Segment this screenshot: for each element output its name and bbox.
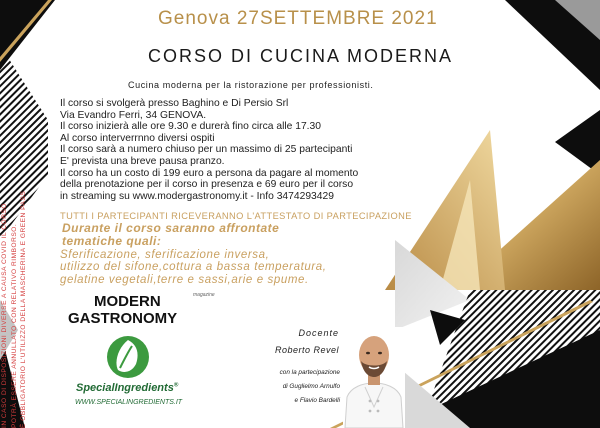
teacher-name: Roberto Revel — [274, 345, 339, 355]
registered-mark: ® — [173, 382, 179, 389]
topics-list — [60, 249, 327, 286]
info-line: Al corso interverrnno diversi ospiti — [60, 132, 215, 144]
info-line: Il corso inizierà alle ore 9.30 e durerà fino circa alle 17.30 — [60, 121, 321, 133]
topics-heading-line: tematiche quali: — [62, 234, 162, 248]
info-line: della prenotazione per il corso in presenza e 69 euro per il corso — [60, 179, 354, 191]
top-left-dark-triangle — [0, 0, 55, 70]
course-info-block — [60, 98, 390, 202]
logo-line-modern: MODERN — [94, 293, 161, 310]
disclaimer-line: È OBBLIGATORIO L'UTILIZZO DELLA MASCHERINA E GREEN PASS — [20, 190, 27, 428]
info-line: Via Evandro Ferri, 34 GENOVA. — [60, 109, 207, 121]
chef-portrait — [343, 327, 405, 428]
modern-gastronomy-logo — [68, 292, 215, 327]
disclaimer-line: POTRÀ ESSERE ANNULLATO CON RELATIVO RIMBORSO. — [10, 223, 18, 428]
info-line: Il corso sarà a numero chiuso per un massimo di 25 partecipanti — [60, 144, 353, 156]
participation-line: con la partecipazione — [279, 369, 340, 376]
topics-line: gelatine vegetali,terre e sassi,arie e spume. — [60, 273, 309, 286]
topics-heading-line: Durante il corso saranno affrontate — [62, 221, 280, 235]
topics-heading — [62, 222, 279, 248]
info-line: Il corso ha un costo di 199 euro a persona da pagare al momento — [60, 167, 359, 179]
info-line: E' prevista una breve pausa pranzo. — [60, 155, 225, 167]
participation-line: di Guglielmo Arnulfo — [282, 383, 340, 390]
participation-line: e Flavio Bardelli — [294, 397, 340, 404]
teacher-label: Docente — [298, 328, 339, 338]
attestato-notice: TUTTI I PARTECIPANTI RICEVERANNO L'ATTESTATO DI PARTECIPAZIONE — [60, 211, 412, 221]
event-date-title: Genova 27SETTEMBRE 2021 — [158, 8, 438, 29]
special-ingredients-name: SpecialIngredients — [76, 382, 174, 394]
logo-line-gastronomy: GASTRONOMY — [68, 310, 178, 327]
info-line: Il corso si svolgerà presso Baghino e Di Persio Srl — [60, 98, 289, 109]
logo-magazine-tag: magazine — [193, 292, 215, 298]
covid-disclaimer — [0, 98, 29, 428]
guest-participation — [240, 366, 340, 408]
special-ingredients-leaf-icon — [106, 334, 150, 380]
topics-line: utilizzo del sifone,cottura a bassa temperatura, — [60, 261, 327, 274]
special-ingredients-website: WWW.SPECIALINGREDIENTS.IT — [75, 399, 183, 406]
course-subtitle: Cucina moderna per la ristorazione per professionisti. — [128, 80, 374, 90]
course-title: CORSO DI CUCINA MODERNA — [148, 46, 454, 66]
special-ingredients-wordmark — [76, 382, 178, 394]
info-line: in streaming su www.modergastronomy.it - Info 3474293429 — [60, 190, 334, 202]
right-dark-triangle — [555, 110, 600, 175]
topics-line: Sferificazione, sferificazione inversa, — [60, 249, 270, 261]
disclaimer-line: IN CASO DI DISPOSIZIONI DIVERSE A CAUSA COVID IL CORSO — [1, 203, 8, 428]
